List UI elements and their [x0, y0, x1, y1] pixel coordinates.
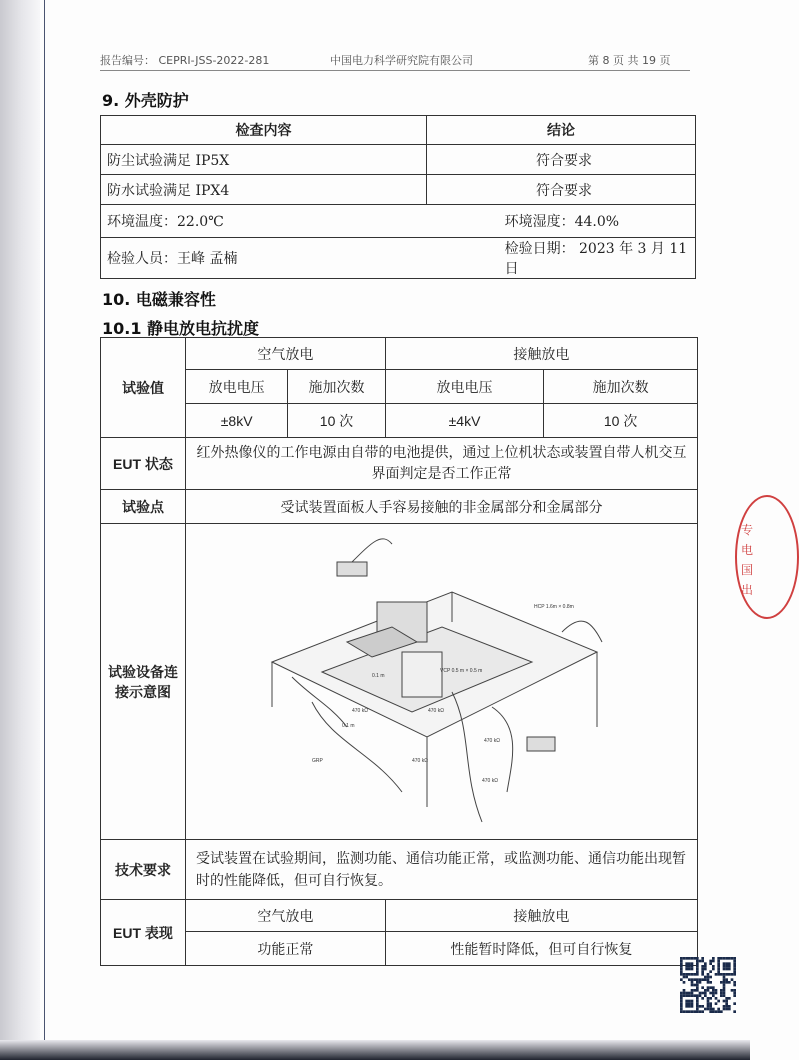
binding-line [44, 0, 45, 1060]
test-point-label: 试验点 [101, 490, 186, 524]
qr-code [680, 957, 736, 1013]
page-bottom-edge [0, 1040, 750, 1060]
perf-contact-result: 性能暂时降低，但可自行恢复 [385, 932, 697, 966]
setup-diagram-label: 试验设备连接示意图 [101, 524, 186, 840]
distance-label: 0.1 m [341, 722, 355, 729]
tech-requirement-text: 受试装置在试验期间，监测功能、通信功能正常，或监测功能、通信功能出现暂时的性能降低，但可自行恢复。 [186, 840, 698, 900]
contact-voltage: ±4kV [385, 404, 543, 438]
perf-contact-header: 接触放电 [385, 900, 697, 932]
resistor-label: 470 kΩ [411, 757, 428, 764]
distance-label: 0.1 m [371, 672, 385, 679]
grp-label: GRP [311, 757, 323, 764]
report-number: 报告编号： CEPRI-JSS-2022-281 [100, 54, 270, 67]
item-cell: 防尘试验满足 IP5X [101, 145, 427, 175]
page-header [100, 52, 690, 71]
temperature: 环境温度：22.0℃ [101, 205, 427, 238]
resistor-label: 470 kΩ [427, 707, 444, 714]
resistor-label: 470 kΩ [481, 777, 498, 784]
eut-state-label: EUT 状态 [101, 438, 186, 490]
air-voltage: ±8kV [186, 404, 288, 438]
result-cell: 符合要求 [427, 175, 696, 205]
inspector: 检验人员：王峰 孟楠 [101, 238, 427, 279]
tech-requirement-label: 技术要求 [101, 840, 186, 900]
contact-times: 10 次 [544, 404, 698, 438]
vcp-plane [402, 652, 442, 697]
section10-title: 10. 电磁兼容性 [102, 290, 216, 309]
setup-diagram-cell [186, 524, 698, 840]
resistor-label: 470 kΩ [483, 737, 500, 744]
times-header: 施加次数 [544, 370, 698, 404]
section10-1-title: 10.1 静电放电抗扰度 [102, 319, 260, 338]
inspection-date: 检验日期： 2023 年 3 月 11 日 [427, 238, 696, 279]
esd-setup-diagram [252, 532, 632, 832]
eut-performance-label: EUT 表现 [101, 900, 186, 966]
resistor-label: 470 kΩ [351, 707, 368, 714]
page-number: 第 8 页 共 19 页 [588, 54, 671, 67]
humidity: 环境湿度：44.0% [427, 205, 696, 238]
air-discharge-header: 空气放电 [186, 338, 386, 370]
table-row [101, 145, 696, 175]
item-cell: 防水试验满足 IPX4 [101, 175, 427, 205]
test-point-text: 受试装置面板人手容易接触的非金属部分和金属部分 [186, 490, 698, 524]
perf-air-result: 功能正常 [186, 932, 386, 966]
result-cell: 符合要求 [427, 145, 696, 175]
test-value-label: 试验值 [101, 338, 186, 438]
col-header-item: 检查内容 [101, 116, 427, 145]
col-header-result: 结论 [427, 116, 696, 145]
voltage-header: 放电电压 [385, 370, 543, 404]
vcp-label: VCP 0.5 m × 0.5 m [439, 667, 482, 674]
eut-state-text: 红外热像仪的工作电源由自带的电池提供，通过上位机状态或装置自带人机交互界面判定是否工作正常 [186, 438, 698, 490]
organization-name: 中国电力科学研究院有限公司 [330, 54, 473, 67]
contact-discharge-header: 接触放电 [385, 338, 697, 370]
esd-immunity-table [100, 337, 698, 966]
perf-air-header: 空气放电 [186, 900, 386, 932]
binding-spine [0, 0, 40, 1060]
seal-text: 专 电 国 出 [741, 523, 754, 597]
table-row [101, 175, 696, 205]
air-times: 10 次 [288, 404, 386, 438]
voltage-header: 放电电压 [186, 370, 288, 404]
enclosure-protection-table [100, 115, 696, 279]
hcp-label: HCP 1.6m × 0.8m [533, 603, 574, 610]
section9-title: 9. 外壳防护 [102, 91, 189, 110]
times-header: 施加次数 [288, 370, 386, 404]
